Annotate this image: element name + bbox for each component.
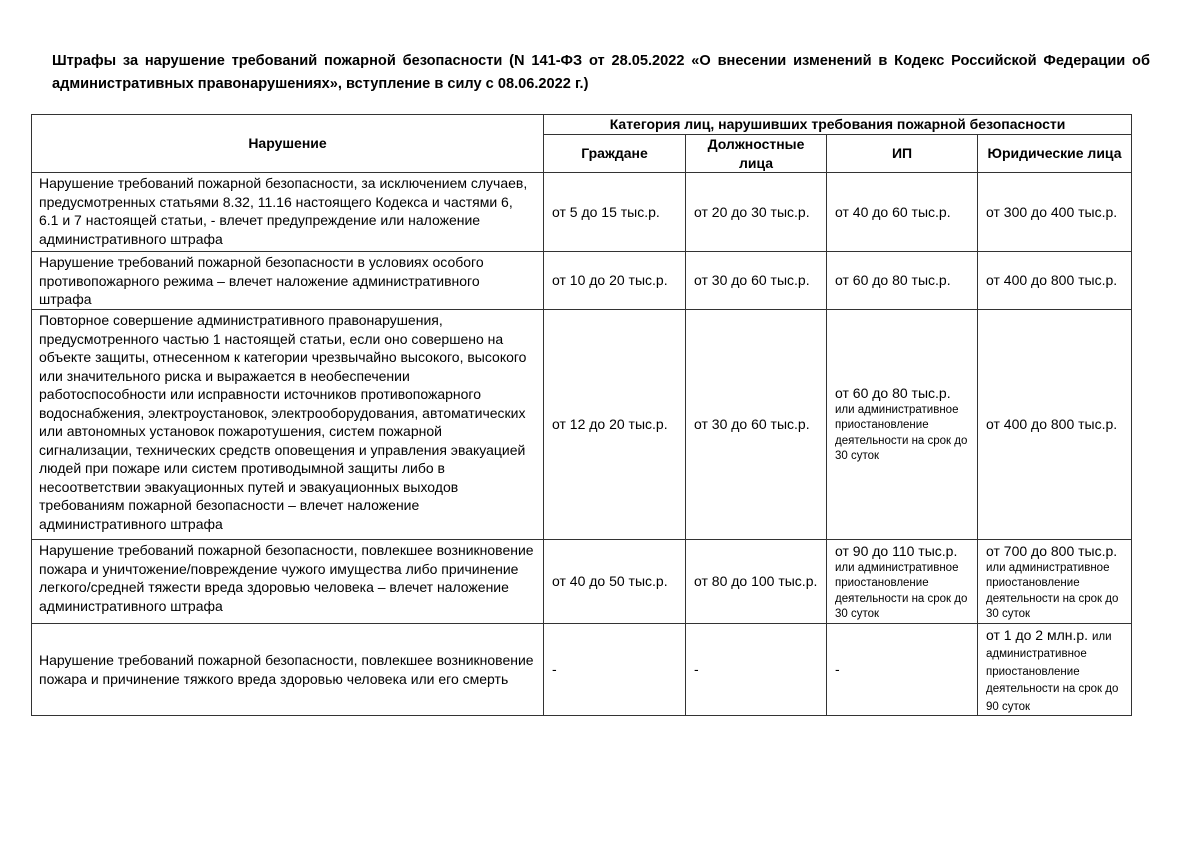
legal-fine-note: или административное приостановление деятельности на срок до 90 суток [986, 630, 1119, 713]
table-row [32, 540, 1132, 624]
legal-fine-cell [978, 623, 1132, 716]
legal-fine: от 300 до 400 тыс.р. [978, 173, 1132, 252]
violation-cell: Нарушение требований пожарной безопасности, повлекшее возникновение пожара и причинение тяжкого вреда здоровью человека или его смерть [32, 623, 544, 716]
table-row [32, 173, 1132, 252]
citizens-fine: от 10 до 20 тыс.р. [544, 252, 686, 310]
fines-table [31, 114, 1132, 716]
table-row [32, 623, 1132, 716]
officials-fine: от 80 до 100 тыс.р. [686, 540, 827, 624]
legal-fine-cell [978, 540, 1132, 624]
header-category: Категория лиц, нарушивших требования пожарной безопасности [544, 115, 1132, 135]
ie-fine-note: или административное приостановление деятельности на срок до 30 суток [835, 561, 968, 620]
header-row-category [32, 115, 1132, 135]
ie-fine: от 90 до 110 тыс.р. [835, 543, 958, 559]
officials-fine: от 20 до 30 тыс.р. [686, 173, 827, 252]
ie-fine: от 60 до 80 тыс.р. [827, 252, 978, 310]
header-officials: Должностные лица [686, 135, 827, 173]
document-title: Штрафы за нарушение требований пожарной безопасности (N 141-ФЗ от 28.05.2022 «О внесении изменений в Кодекс Российской Федерации об административных правонарушениях», вступление в силу с 08.06.2022 г.) [52, 53, 1150, 92]
ie-fine-cell [827, 540, 978, 624]
table-row [32, 252, 1132, 310]
legal-fine: от 400 до 800 тыс.р. [978, 252, 1132, 310]
citizens-fine: от 40 до 50 тыс.р. [544, 540, 686, 624]
legal-fine: от 700 до 800 тыс.р. [986, 543, 1118, 559]
citizens-fine: от 5 до 15 тыс.р. [544, 173, 686, 252]
header-legal-entities: Юридические лица [978, 135, 1132, 173]
ie-fine-cell [827, 310, 978, 540]
ie-fine: от 60 до 80 тыс.р. [835, 385, 951, 402]
violation-cell: Нарушение требований пожарной безопасности в условиях особого противопожарного режима – влечет наложение административного штрафа [32, 252, 544, 310]
officials-fine: от 30 до 60 тыс.р. [686, 252, 827, 310]
legal-fine: от 1 до 2 млн.р. [986, 626, 1089, 643]
header-violation: Нарушение [32, 115, 544, 173]
violation-cell: Повторное совершение административного правонарушения, предусмотренного частью 1 настоящей статьи, если оно совершено на объекте защиты, отнесенном к категории чрезвычайно высокого, высокого или значительного риска и выражается в необеспечении работоспособности или исправности источников противопожарного водоснабжения, электроустановок, электрооборудования, автоматических или автономных установок пожаротушения, систем пожарной сигнализации, технических средств оповещения и управления эвакуацией людей при пожаре или систем противодымной защиты либо в несоответствии эвакуационных путей и эвакуационных выходов требованиям пожарной безопасности – влечет наложение административного штрафа [32, 310, 544, 540]
ie-fine-note: или административное приостановление деятельности на срок до 30 суток [835, 403, 968, 463]
ie-fine: от 40 до 60 тыс.р. [827, 173, 978, 252]
header-citizens: Граждане [544, 135, 686, 173]
officials-fine: от 30 до 60 тыс.р. [686, 310, 827, 540]
legal-fine-note: или административное приостановление деятельности на срок до 30 суток [986, 561, 1119, 620]
legal-fine: от 400 до 800 тыс.р. [978, 310, 1132, 540]
violation-cell: Нарушение требований пожарной безопасности, повлекшее возникновение пожара и уничтожение/повреждение чужого имущества либо причинение легкого/средней тяжести вреда здоровью человека – влечет наложение административного штрафа [32, 540, 544, 624]
header-ie: ИП [827, 135, 978, 173]
ie-fine: - [827, 623, 978, 716]
table-row [32, 310, 1132, 540]
citizens-fine: от 12 до 20 тыс.р. [544, 310, 686, 540]
officials-fine: - [686, 623, 827, 716]
citizens-fine: - [544, 623, 686, 716]
violation-cell: Нарушение требований пожарной безопасности, за исключением случаев, предусмотренных статьями 8.32, 11.16 настоящего Кодекса и частями 6, 6.1 и 7 настоящей статьи, - влечет предупреждение или наложение административного штрафа [32, 173, 544, 252]
